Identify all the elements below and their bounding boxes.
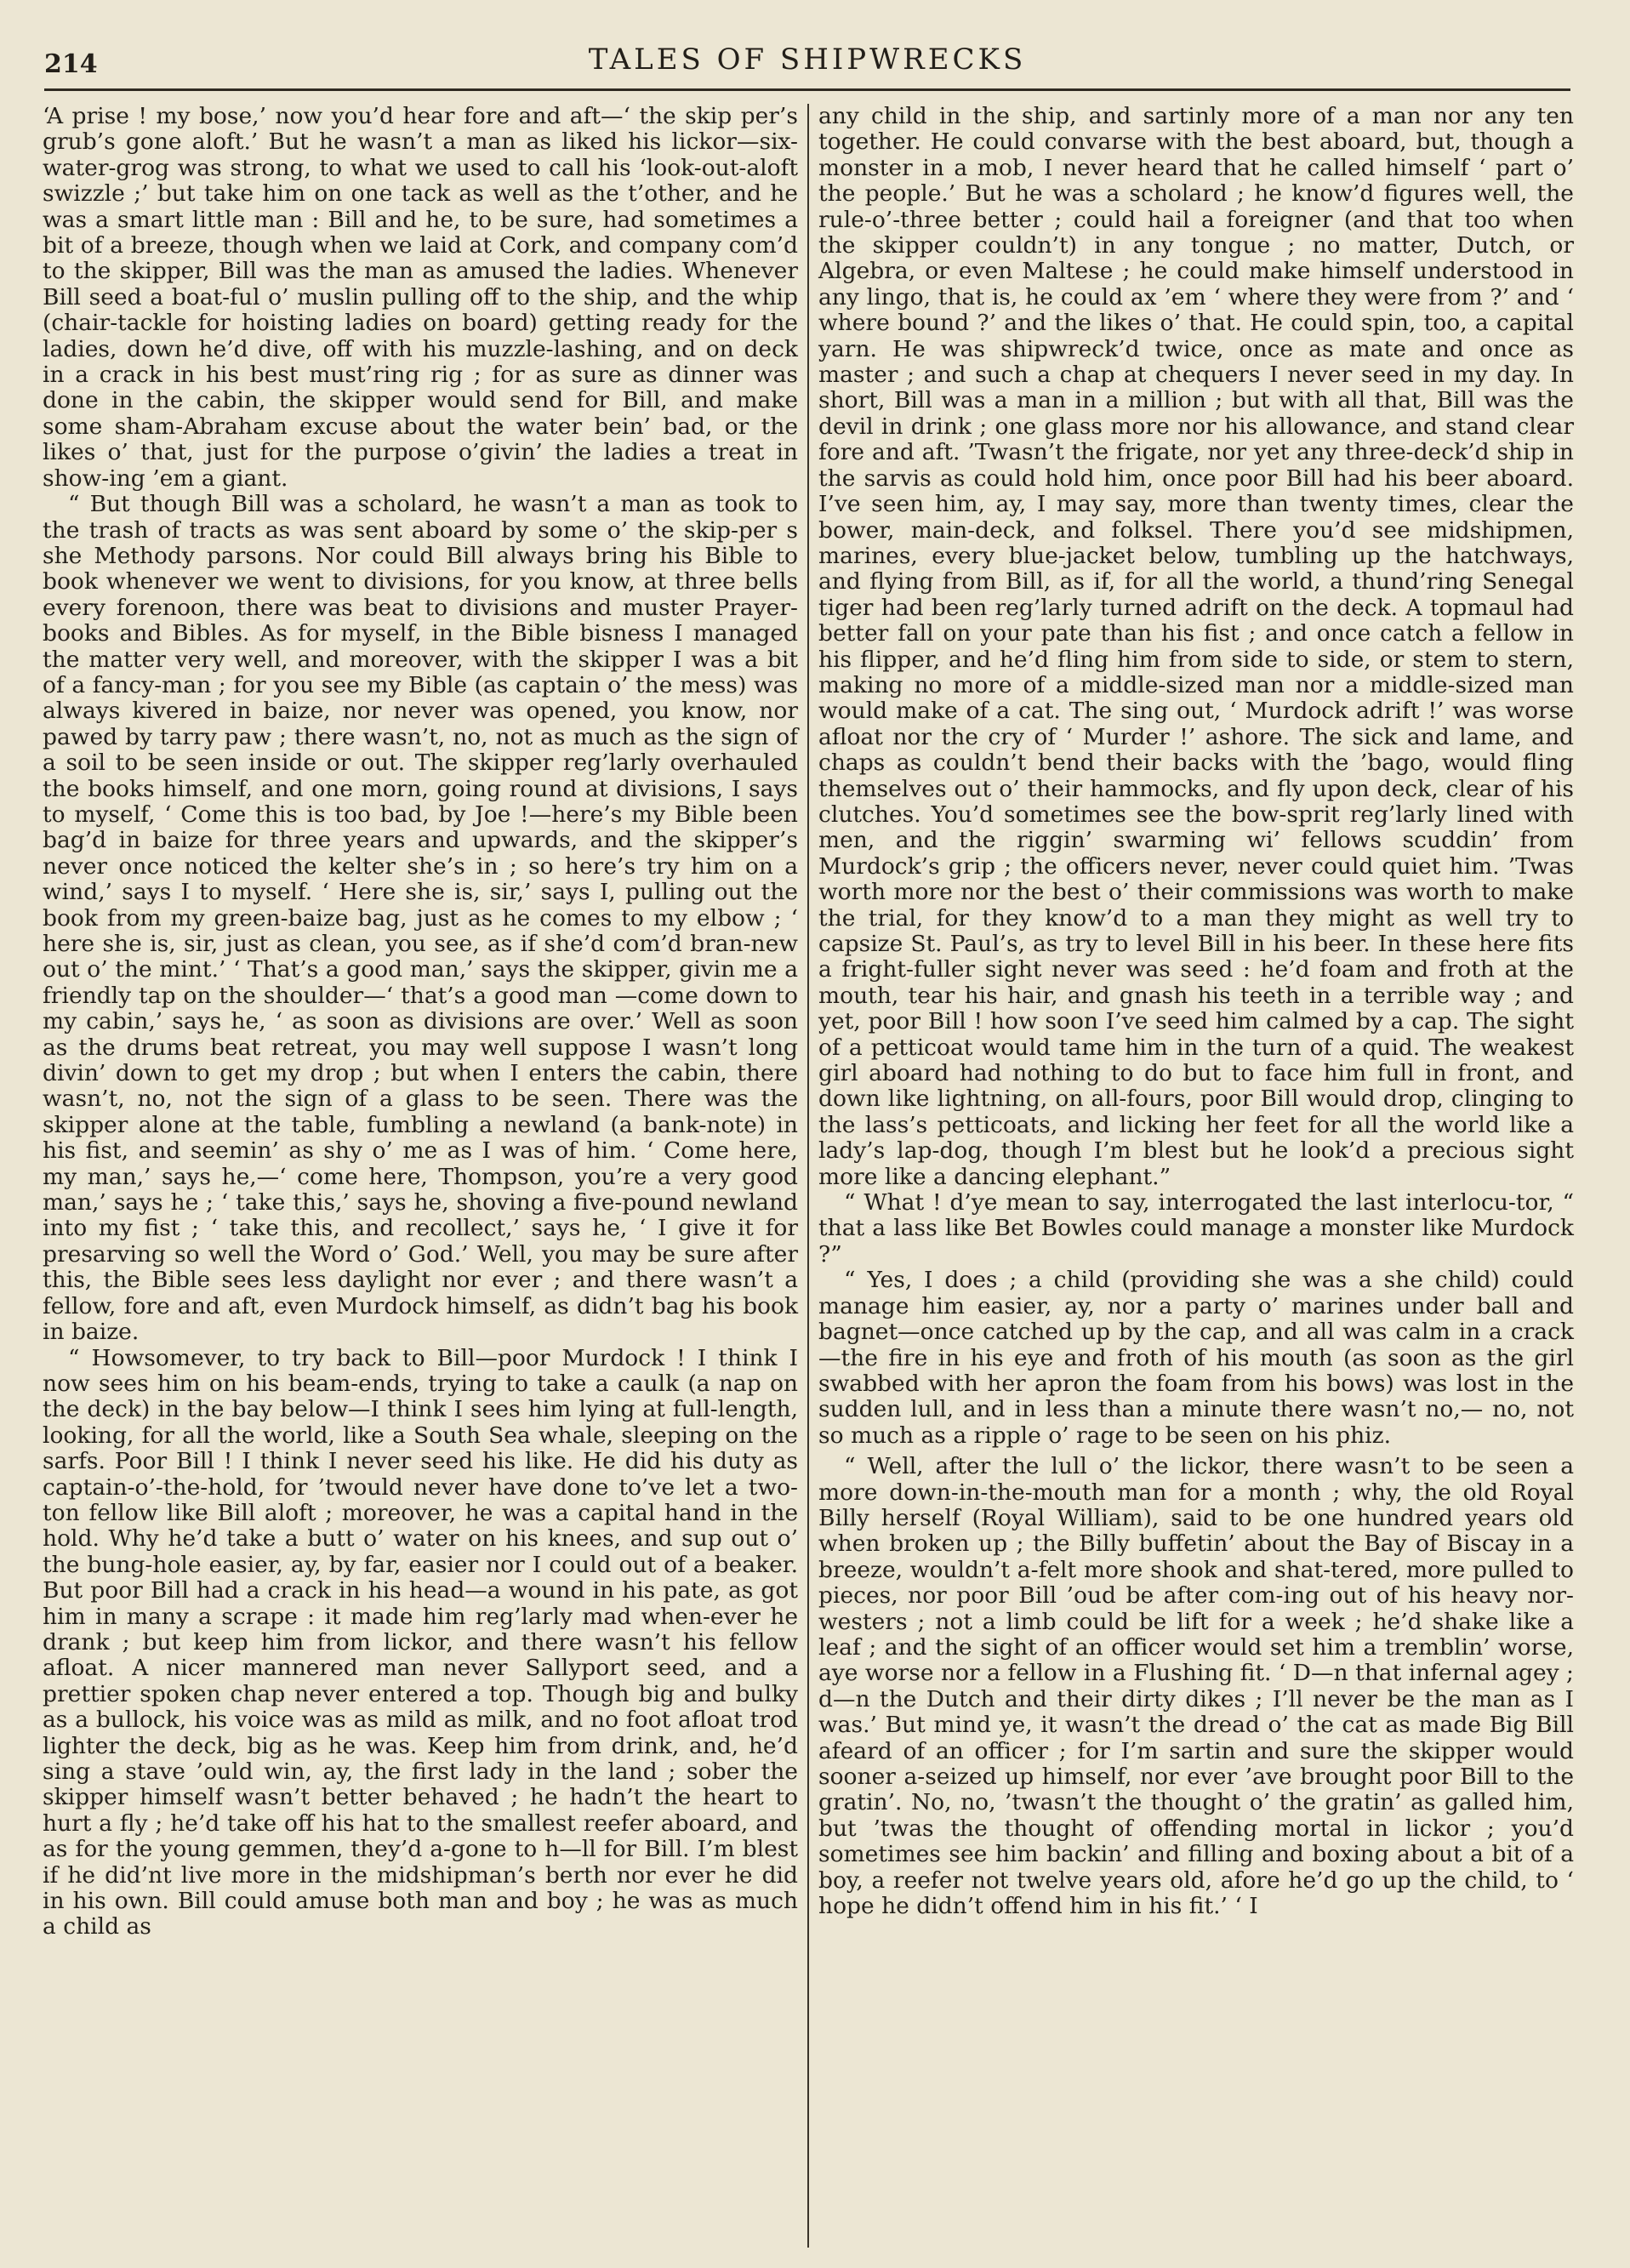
column-divider	[807, 104, 809, 2248]
header-rule	[44, 88, 1570, 91]
left-column	[43, 104, 798, 1940]
paragraph: any child in the ship, and sartinly more of a man nor any ten together. He could convarse with the best aboard, but, though a monster in a mob, I never heard that he called himself ‘ part o’ the people.’ But he was a scholard ; he know’d figures well, the rule-o’-three better ; could hail a foreigner (and that too when the skipper couldn’t) in any tongue ; no matter, Dutch, or Algebra, or even Maltese ; he could make himself understood in any lingo, that is, he could ax ’em ‘ where they were from ?’ and ‘ where bound ?’ and the likes o’ that. He could spin, too, a capital yarn. He was shipwreck’d twice, once as mate and once as master ; and such a chap at chequers I never seed in my day. In short, Bill was a man in a million ; but with all that, Bill was the devil in drink ; one glass more nor his allowance, and stand clear fore and aft. ’Twasn’t the frigate, nor yet any three-deck’d ship in the sarvis as could hold him, once poor Bill had his beer aboard. I’ve seen him, ay, I may say, more than twenty times, clear the bower, main-deck, and folksel. There you’d see midshipmen, marines, every blue-jacket below, tumbling up the hatchways, and flying from Bill, as if, for all the world, a thund’ring Senegal tiger had been reg’larly turned adrift on the deck. A topmaul had better fall on your pate than his fist ; and once catch a fellow in his flipper, and he’d fling him from side to side, or stem to stern, making no more of a middle-sized man nor a middle-sized man would make of a cat. The sing out, ‘ Murdock adrift !’ was worse afloat nor the cry of ‘ Murder !’ ashore. The sick and lame, and chaps as couldn’t bend their backs with the ’bago, would fling themselves out o’ their hammocks, and fly upon deck, clear of his clutches. You’d sometimes see the bow-sprit reg’larly lined with men, and the riggin’ swarming wi’ fellows scuddin’ from Murdock’s grip ; the officers never, never could quiet him. ’Twas worth more nor the best o’ their commissions was worth to make the trial, for they know’d to a man they might as well try to capsize St. Paul’s, as try to level Bill in his beer. In these here fits a fright-fuller sight never was seed : he’d foam and froth at the mouth, tear his hair, and gnash his teeth in a terrible way ; and yet, poor Bill ! how soon I’ve seed him calmed by a cap. The sight of a petticoat would tame him in the turn of a quid. The weakest girl aboard had nothing to do but to face him full in front, and down like lightning, on all-fours, poor Bill would drop, clinging to the lass’s petticoats, and licking her feet for all the world like a lady’s lap-dog, though I’m blest but he look’d a precious sight more like a dancing elephant.”	[818, 103, 1574, 1190]
paragraph: “ What ! d’ye mean to say, interrogated the last interlocu-tor, “ that a lass like Bet Bowles could manage a monster like Murdock ?”	[818, 1189, 1574, 1268]
page-number: 214	[44, 49, 98, 79]
paragraph: ‘A prise ! my bose,’ now you’d hear fore and aft—‘ the skip per’s grub’s gone aloft.’ But he wasn’t a man as liked his lickor—six-water-grog was strong, to what we used to call his ‘look-out-aloft swizzle ;’ but take him on one tack as well as the t’other, and he was a smart little man : Bill and he, to be sure, had sometimes a bit of a breeze, though when we laid at Cork, and company com’d to the skipper, Bill was the man as amused the ladies. Whenever Bill seed a boat-ful o’ muslin pulling off to the ship, and the whip (chair-tackle for hoisting ladies on board) getting ready for the ladies, down he’d dive, off with his muzzle-lashing, and on deck in a crack in his best must’ring rig ; for as sure as dinner was done in the cabin, the skipper would send for Bill, and make some sham-Abraham excuse about the water bein’ bad, or the likes o’ that, just for the purpose o’givin’ the ladies a treat in show-ing ’em a giant.	[43, 103, 798, 492]
running-title: TALES OF SHIPWRECKS	[588, 43, 1027, 77]
right-column	[818, 104, 1574, 1919]
paragraph: “ Howsomever, to try back to Bill—poor Murdock ! I think I now sees him on his beam-ends, trying to take a caulk (a nap on the deck) in the bay below—I think I sees him lying at full-length, looking, for all the world, like a South Sea whale, sleeping on the sarfs. Poor Bill ! I think I never seed his like. He did his duty as captain-o’-the-hold, for ’twould never have done to’ve let a two-ton fellow like Bill aloft ; moreover, he was a capital hand in the hold. Why he’d take a butt o’ water on his knees, and sup out o’ the bung-hole easier, ay, by far, easier nor I could out of a beaker. But poor Bill had a crack in his head—a wound in his pate, as got him in many a scrape : it made him reg’larly mad when-ever he drank ; but keep him from lickor, and there wasn’t his fellow afloat. A nicer mannered man never Sallyport seed, and a prettier spoken chap never entered a top. Though big and bulky as a bullock, his voice was as mild as milk, and no foot afloat trod lighter the deck, big as he was. Keep him from drink, and, he’d sing a stave ’ould win, ay, the first lady in the land ; sober the skipper himself wasn’t better behaved ; he hadn’t the heart to hurt a fly ; he’d take off his hat to the smallest reefer aboard, and as for the young gemmen, they’d a-gone to h—ll for Bill. I’m blest if he did’nt live more in the midshipman’s berth nor ever he did in his own. Bill could amuse both man and boy ; he was as much a child as	[43, 1344, 798, 1940]
paragraph: “ Well, after the lull o’ the lickor, there wasn’t to be seen a more down-in-the-mouth man for a month ; why, the old Royal Billy herself (Royal William), said to be one hundred years old when broken up ; the Billy buffetin’ about the Bay of Biscay in a breeze, wouldn’t a-felt more shook and shat-tered, more pulled to pieces, nor poor Bill ’oud be after com-ing out of his heavy nor-westers ; not a limb could be lift for a week ; he’d shake like a leaf ; and the sight of an officer would set him a tremblin’ worse, aye worse nor a fellow in a Flushing fit. ‘ D—n that infernal agey ; d—n the Dutch and their dirty dikes ; I’ll never be the man as I was.’ But mind ye, it wasn’t the dread o’ the cat as made Big Bill afeard of an officer ; for I’m sartin and sure the skipper would sooner a-seized up himself, nor ever ’ave brought poor Bill to the gratin’. No, no, ’twasn’t the thought o’ the gratin’ as galled him, but ’twas the thought of offending mortal in lickor ; you’d sometimes see him backin’ and filling and boxing about a bit of a boy, a reefer not twelve years old, afore he’d go up the child, to ‘ hope he didn’t offend him in his fit.’ ‘ I	[818, 1453, 1574, 1920]
paragraph: “ But though Bill was a scholard, he wasn’t a man as took to the trash of tracts as was sent aboard by some o’ the skip-per s she Methody parsons. Nor could Bill always bring his Bible to book whenever we went to divisions, for you know, at three bells every forenoon, there was beat to divisions and muster Prayer-books and Bibles. As for myself, in the Bible bisness I managed the matter very well, and moreover, with the skipper I was a bit of a fancy-man ; for you see my Bible (as captain o’ the mess) was always kivered in baize, nor never was opened, you know, nor pawed by tarry paw ; there wasn’t, no, not as much as the sign of a soil to be seen inside or out. The skipper reg’larly overhauled the books himself, and one morn, going round at divisions, I says to myself, ‘ Come this is too bad, by Joe !—here’s my Bible been bag’d in baize for three years and upwards, and the skipper’s never once noticed the kelter she’s in ; so here’s try him on a wind,’ says I to myself. ‘ Here she is, sir,’ says I, pulling out the book from my green-baize bag, just as he comes to my elbow ; ‘ here she is, sir, just as clean, you see, as if she’d com’d bran-new out o’ the mint.’ ‘ That’s a good man,’ says the skipper, givin me a friendly tap on the shoulder—‘ that’s a good man —come down to my cabin,’ says he, ‘ as soon as divisions are over.’ Well as soon as the drums beat retreat, you may well suppose I wasn’t long divin’ down to get my drop ; but when I enters the cabin, there wasn’t, no, not the sign of a glass to be seen. There was the skipper alone at the table, fumbling a newland (a bank-note) in his fist, and seemin’ as shy o’ me as I was of him. ‘ Come here, my man,’ says he,—‘ come here, Thompson, you’re a very good man,’ says he ; ‘ take this,’ says he, shoving a five-pound newland into my fist ; ‘ take this, and recollect,’ says he, ‘ I give it for presarving so well the Word o’ God.’ Well, you may be sure after this, the Bible sees less daylight nor ever ; and there wasn’t a fellow, fore and aft, even Murdock himself, as didn’t bag his book in baize.	[43, 491, 798, 1346]
page-header	[44, 24, 1570, 83]
paragraph: “ Yes, I does ; a child (providing she was a she child) could manage him easier, ay, nor a party o’ marines under ball and bagnet—once catched up by the cap, and all was calm in a crack—the fire in his eye and froth of his mouth (as soon as the girl swabbed with her apron the foam from his bows) was lost in the sudden lull, and in less than a minute there wasn’t no,— no, not so much as a ripple o’ rage to be seen on his phiz.	[818, 1267, 1574, 1449]
